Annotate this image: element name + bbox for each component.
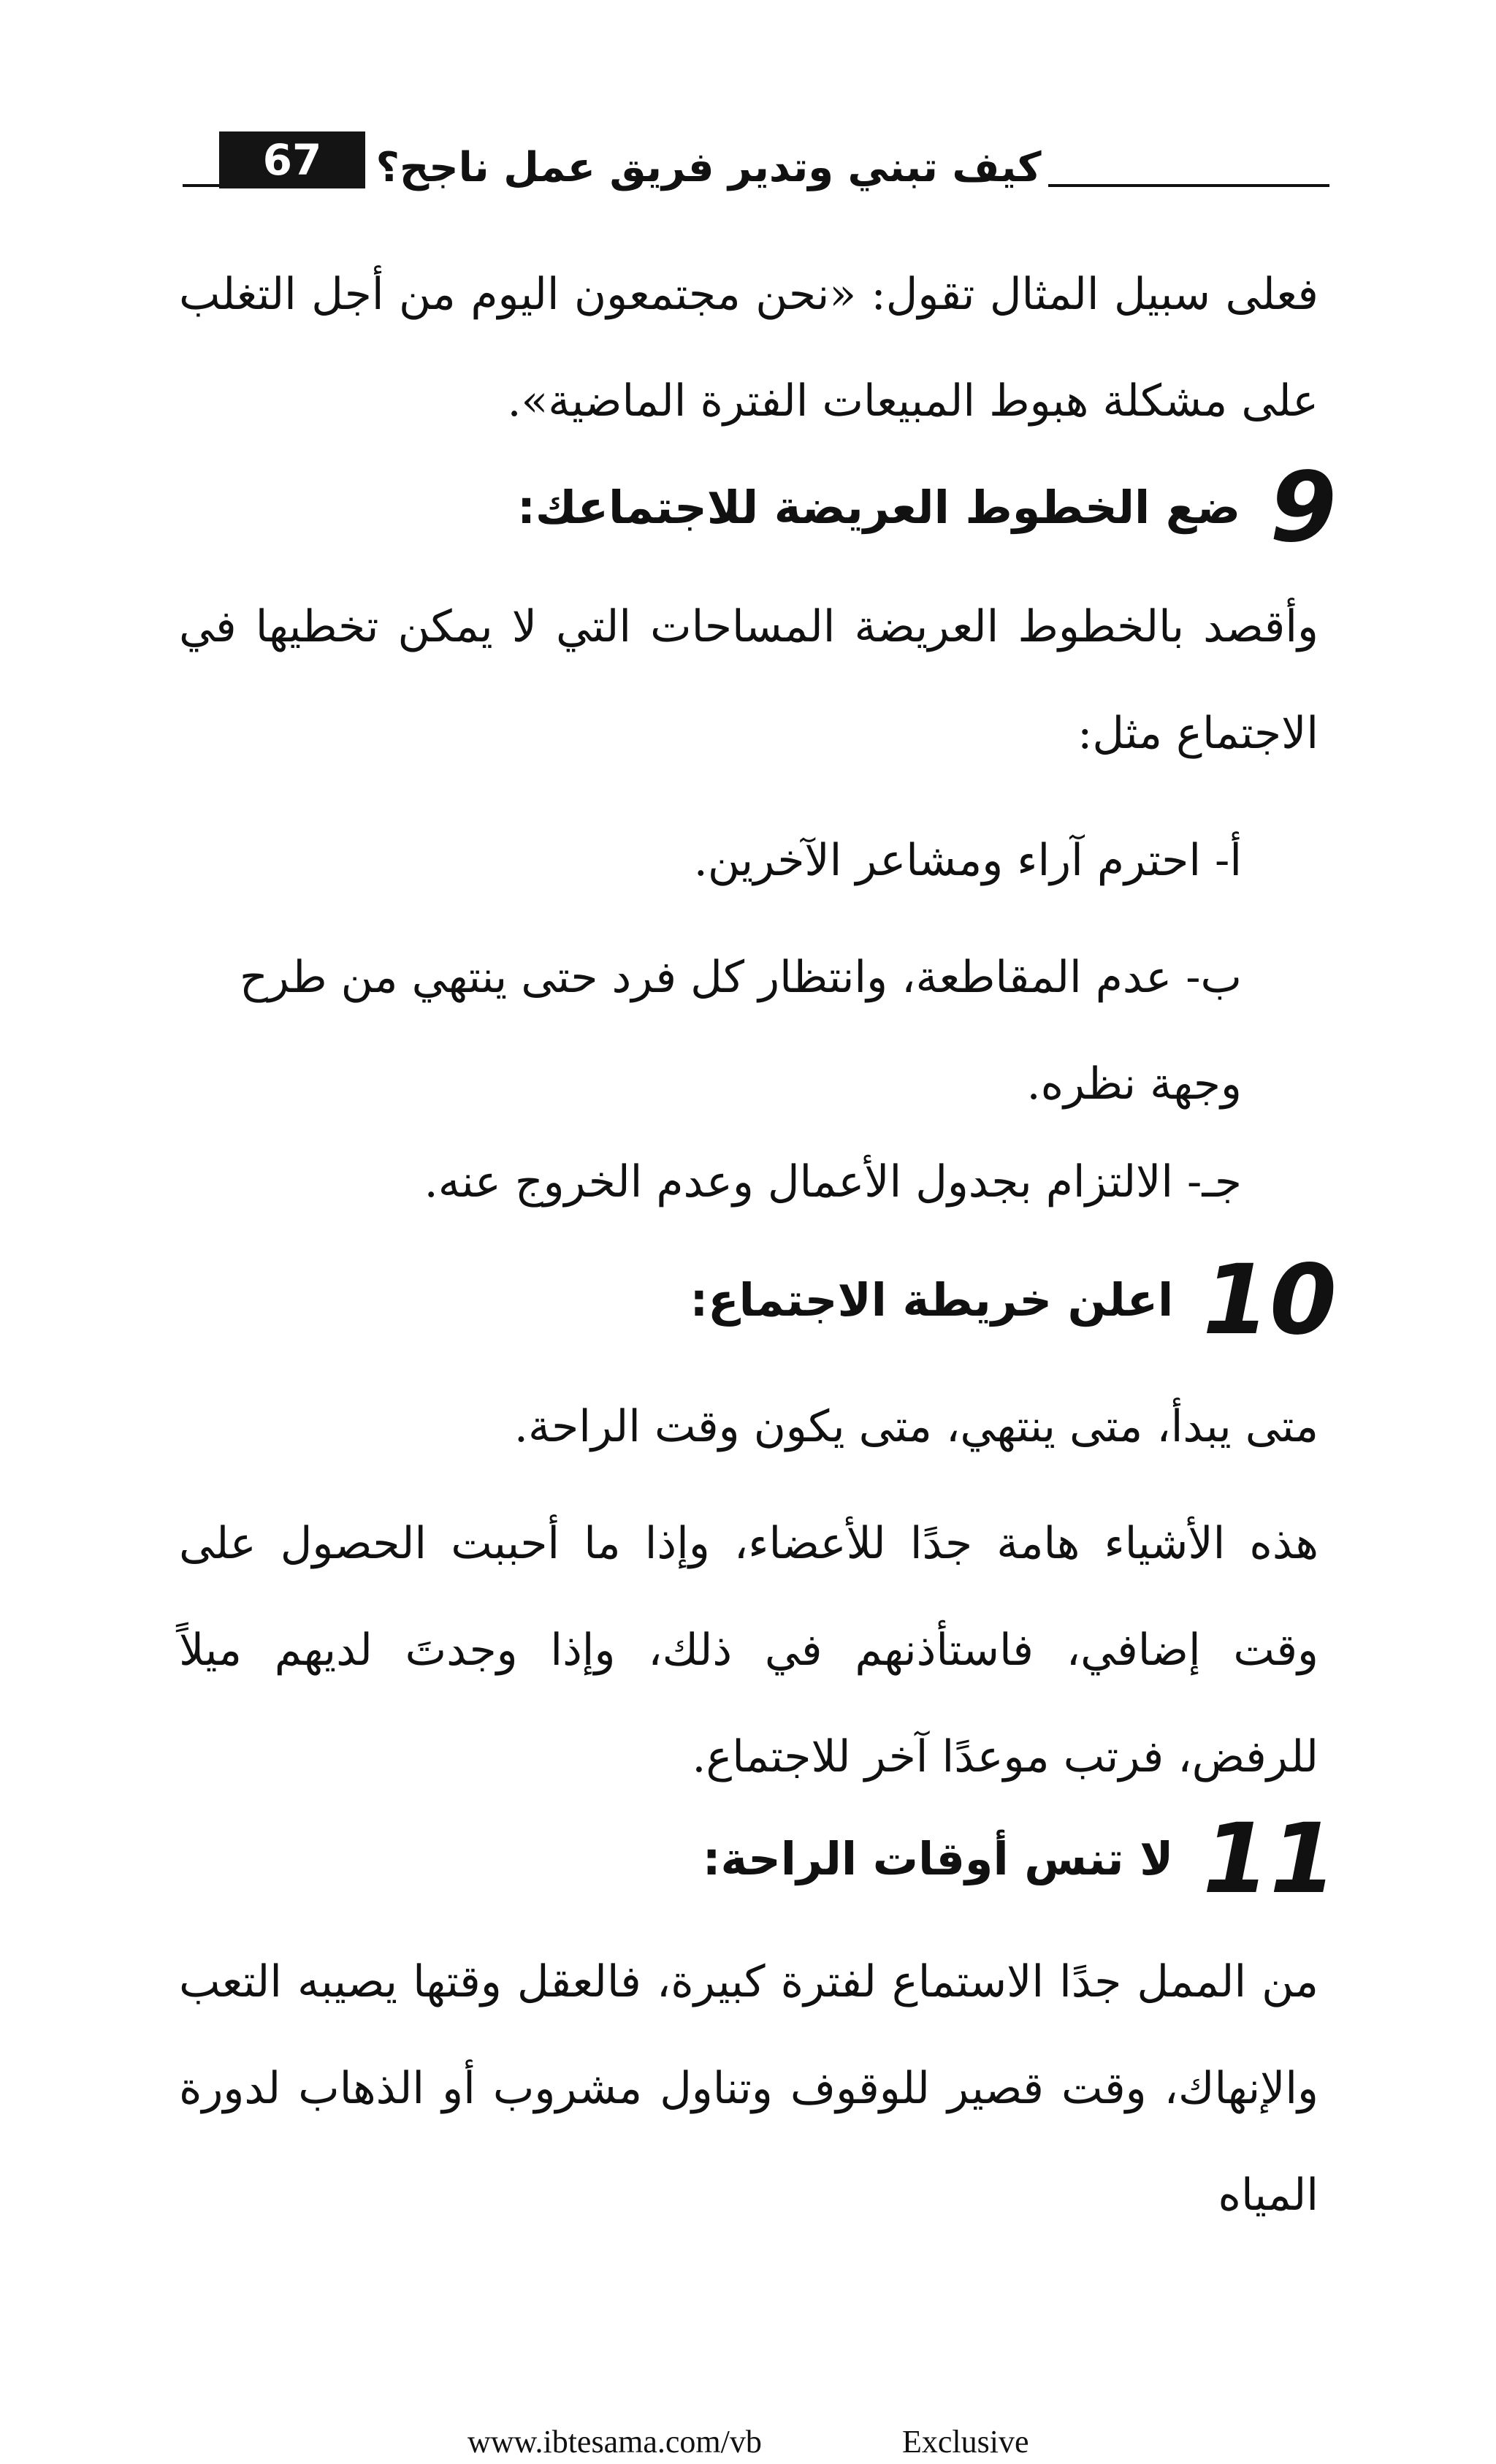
section-11-number: 11 (1202, 1803, 1337, 1915)
header-rule-right (1048, 184, 1329, 187)
section-10-paragraph-2: هذه الأشياء هامة جدًا للأعضاء، وإذا ما أحببت الحصول على وقت إضافي، فاستأذنهم في ذلك، وإذا وجدتَ لديهم ميلاً للرفض، فرتب موعدًا آخر للاجتماع. (179, 1518, 1318, 1782)
page-number: 67 (219, 131, 365, 188)
footer-url: www.ibtesama.com/vb (468, 2424, 762, 2460)
intro-paragraph: فعلى سبيل المثال تقول: «نحن مجتمعون اليوم من أجل التغلب على مشكلة هبوط المبيعات الفترة الماضية». (179, 269, 1318, 427)
section-9-item-c: جـ- الالتزام بجدول الأعمال وعدم الخروج عنه. (424, 1156, 1242, 1208)
section-11-paragraph: من الممل جدًا الاستماع لفترة كبيرة، فالعقل وقتها يصيبه التعب والإنهاك، وقت قصير للوقوف وتناول مشروب أو الذهاب لدورة المياه (179, 1956, 1318, 2221)
page-header (183, 117, 1329, 197)
section-10-number: 10 (1202, 1244, 1337, 1357)
section-9-paragraph: وأقصد بالخطوط العريضة المساحات التي لا يمكن تخطيها في الاجتماع مثل: (179, 601, 1318, 759)
section-9-number: 9 (1270, 451, 1337, 564)
section-10-heading (438, 1246, 1337, 1355)
section-9-item-a: أ- احترم آراء ومشاعر الآخرين. (693, 835, 1242, 886)
section-9-heading (438, 453, 1337, 562)
section-9-title: ضع الخطوط العريضة للاجتماعك: (517, 481, 1241, 534)
section-9-item-b: ب- عدم المقاطعة، وانتظار كل فرد حتى ينتهي من طرح وجهة نظره. (240, 952, 1242, 1110)
section-10-title: اعلن خريطة الاجتماع: (690, 1273, 1174, 1327)
section-11-heading (438, 1804, 1337, 1914)
footer-tag: Exclusive (902, 2424, 1029, 2460)
section-10-paragraph-1: متى يبدأ، متى ينتهي، متى يكون وقت الراحة. (514, 1401, 1318, 1452)
running-title: كيف تبني وتدير فريق عمل ناجح؟ (375, 144, 1042, 191)
section-11-title: لا تنس أوقات الراحة: (702, 1832, 1174, 1885)
